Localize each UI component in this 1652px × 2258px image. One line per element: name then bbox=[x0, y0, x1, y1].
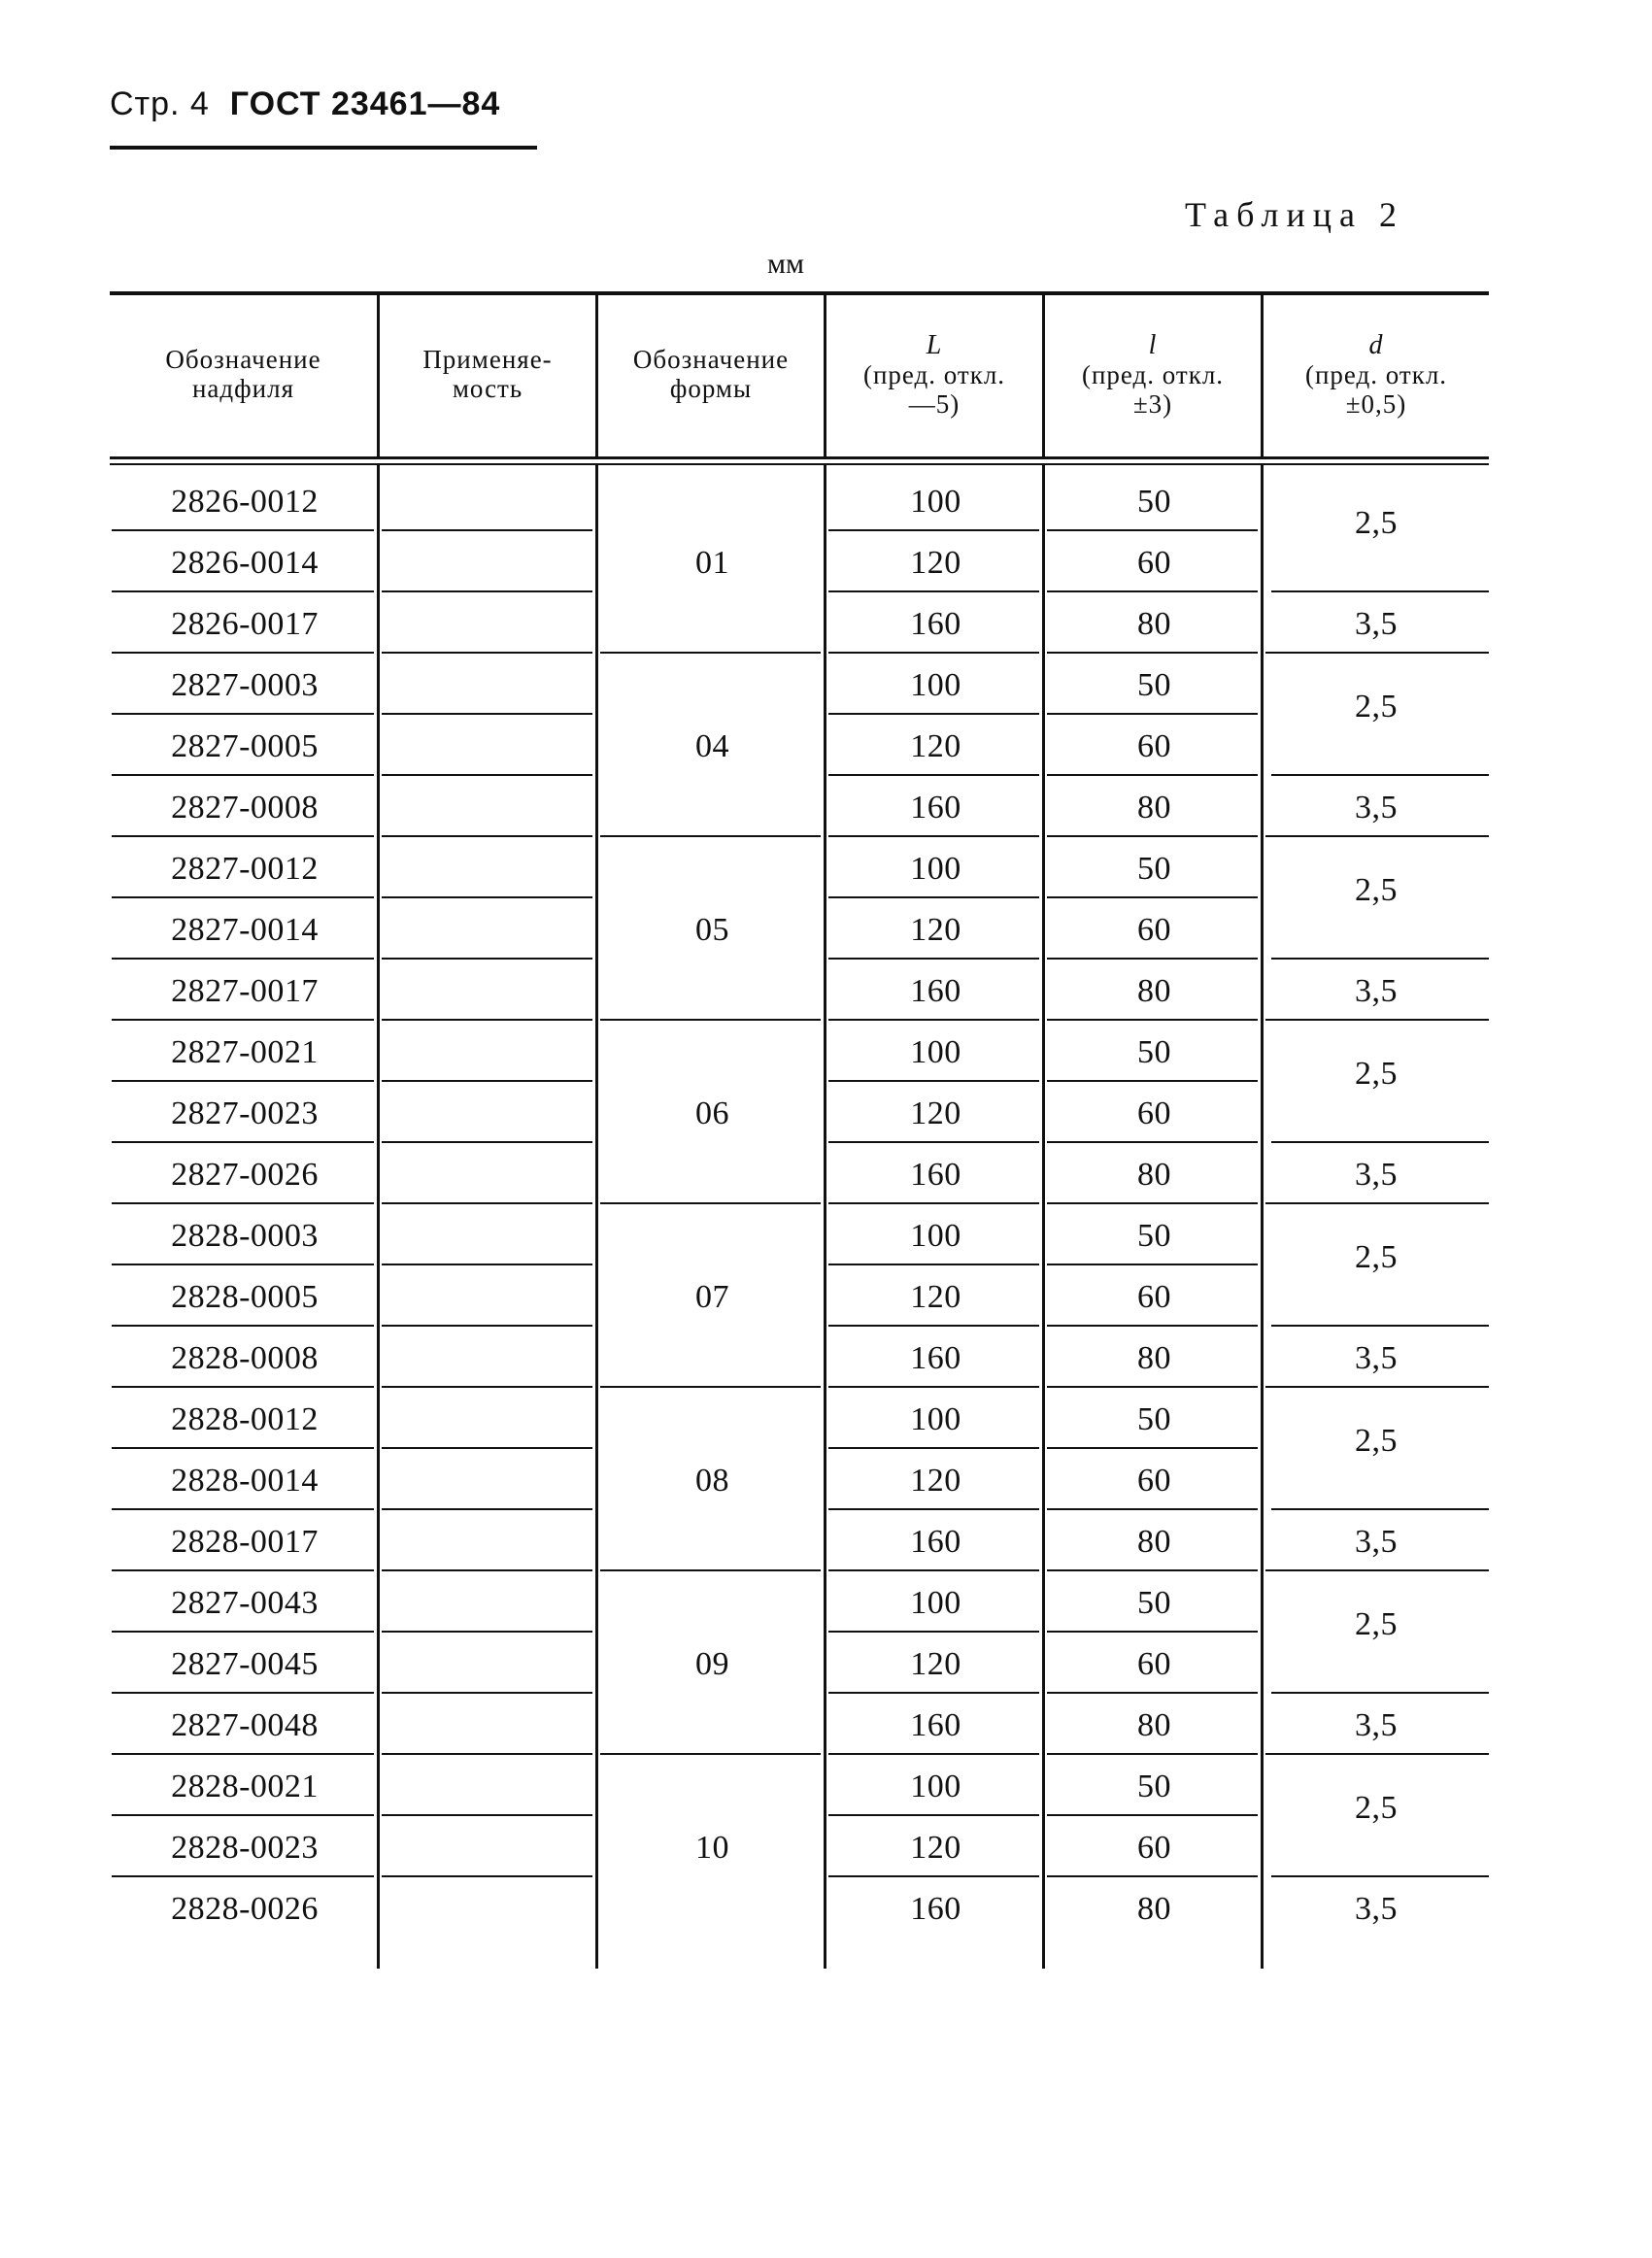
d-cell dval: 3,5 bbox=[1355, 605, 1398, 642]
row-rule bbox=[828, 1631, 1039, 1633]
l-cell: 50 bbox=[1137, 1584, 1171, 1621]
column-divider bbox=[824, 295, 826, 456]
row-rule bbox=[828, 1386, 1039, 1388]
d-rule bbox=[1265, 835, 1489, 837]
L-cell: 160 bbox=[910, 1156, 961, 1193]
form-cell: 05 bbox=[695, 911, 729, 948]
l-cell: 60 bbox=[1137, 1462, 1171, 1499]
L-cell: 120 bbox=[910, 1829, 961, 1866]
header-rule-upper bbox=[110, 456, 1489, 459]
L-cell: 120 bbox=[910, 544, 961, 581]
row-rule bbox=[1047, 958, 1258, 960]
L-cell: 160 bbox=[910, 1339, 961, 1376]
row-rule bbox=[828, 1080, 1039, 1082]
L-cell: 160 bbox=[910, 1890, 961, 1927]
L-cell: 160 bbox=[910, 1706, 961, 1743]
row-rule bbox=[1047, 774, 1258, 776]
row-rule bbox=[828, 1141, 1039, 1143]
d-rule bbox=[1265, 1202, 1489, 1204]
designation-cell: 2828-0005 bbox=[171, 1278, 319, 1315]
row-rule bbox=[382, 958, 592, 960]
row-rule bbox=[112, 1508, 374, 1510]
form-cell: 10 bbox=[695, 1829, 729, 1866]
row-rule bbox=[112, 1386, 374, 1388]
d-cell dval: 3,5 bbox=[1355, 1523, 1398, 1560]
group-rule bbox=[600, 1019, 821, 1021]
row-rule bbox=[382, 1447, 592, 1449]
row-rule bbox=[382, 1875, 592, 1877]
L-cell: 100 bbox=[910, 850, 961, 887]
row-rule bbox=[112, 1264, 374, 1265]
row-rule bbox=[112, 1325, 374, 1327]
row-rule bbox=[828, 1753, 1039, 1755]
d-cell dval: 2,5 bbox=[1355, 1239, 1398, 1275]
standard-number: ГОСТ 23461—84 bbox=[229, 85, 501, 122]
row-rule bbox=[382, 774, 592, 776]
l-cell: 80 bbox=[1137, 1523, 1171, 1560]
form-cell: 04 bbox=[695, 727, 729, 764]
designation-cell: 2827-0014 bbox=[171, 911, 319, 948]
header-rule-lower bbox=[110, 463, 1489, 465]
table-title: Таблица 2 bbox=[1185, 195, 1404, 234]
L-cell: 100 bbox=[910, 1033, 961, 1070]
L-cell: 120 bbox=[910, 1462, 961, 1499]
table-top-rule bbox=[110, 291, 1489, 295]
header-text bbox=[110, 85, 500, 123]
row-rule bbox=[1047, 896, 1258, 898]
d-cell dval: 3,5 bbox=[1355, 1890, 1398, 1927]
d-cell dval: 2,5 bbox=[1355, 872, 1398, 908]
L-cell: 100 bbox=[910, 666, 961, 703]
designation-cell: 2828-0008 bbox=[171, 1339, 319, 1376]
l-cell: 50 bbox=[1137, 850, 1171, 887]
group-rule bbox=[600, 1202, 821, 1204]
d-cell dval: 2,5 bbox=[1355, 689, 1398, 725]
row-rule bbox=[828, 713, 1039, 715]
row-rule bbox=[382, 1386, 592, 1388]
row-rule bbox=[1047, 835, 1258, 837]
row-rule bbox=[112, 713, 374, 715]
d-cell dval: 3,5 bbox=[1355, 1706, 1398, 1743]
row-rule bbox=[382, 1019, 592, 1021]
l-cell: 80 bbox=[1137, 1890, 1171, 1927]
row-rule bbox=[1047, 1692, 1258, 1694]
row-rule bbox=[828, 958, 1039, 960]
row-rule bbox=[382, 1264, 592, 1265]
d-rule bbox=[1271, 1141, 1489, 1143]
l-cell: 50 bbox=[1137, 666, 1171, 703]
designation-cell: 2826-0017 bbox=[171, 605, 319, 642]
row-rule bbox=[1047, 1814, 1258, 1816]
row-rule bbox=[1047, 1264, 1258, 1265]
designation-cell: 2828-0023 bbox=[171, 1829, 319, 1866]
L-cell: 120 bbox=[910, 1645, 961, 1682]
form-cell: 09 bbox=[695, 1645, 729, 1682]
row-rule bbox=[112, 1080, 374, 1082]
l-cell: 80 bbox=[1137, 1156, 1171, 1193]
group-rule bbox=[600, 1569, 821, 1571]
row-rule bbox=[112, 1753, 374, 1755]
row-rule bbox=[112, 1569, 374, 1571]
l-cell: 60 bbox=[1137, 1095, 1171, 1131]
row-rule bbox=[1047, 652, 1258, 654]
row-rule bbox=[1047, 1141, 1258, 1143]
d-rule bbox=[1271, 1508, 1489, 1510]
row-rule bbox=[828, 1875, 1039, 1877]
row-rule bbox=[828, 835, 1039, 837]
row-rule bbox=[112, 896, 374, 898]
row-rule bbox=[1047, 1753, 1258, 1755]
col-header-L: L (пред. откл. —5) bbox=[862, 329, 1006, 419]
row-rule bbox=[828, 1264, 1039, 1265]
form-cell: 06 bbox=[695, 1095, 729, 1131]
d-cell dval: 3,5 bbox=[1355, 789, 1398, 826]
row-rule bbox=[382, 1631, 592, 1633]
l-cell: 50 bbox=[1137, 1033, 1171, 1070]
row-rule bbox=[828, 1814, 1039, 1816]
d-cell dval: 2,5 bbox=[1355, 1423, 1398, 1459]
row-rule bbox=[1047, 1202, 1258, 1204]
d-rule bbox=[1271, 1692, 1489, 1694]
row-rule bbox=[382, 529, 592, 531]
designation-cell: 2827-0017 bbox=[171, 972, 319, 1009]
page-header bbox=[110, 85, 537, 150]
group-rule bbox=[600, 1753, 821, 1755]
l-cell: 50 bbox=[1137, 1217, 1171, 1254]
l-cell: 80 bbox=[1137, 605, 1171, 642]
column-divider bbox=[377, 295, 380, 456]
form-cell: 07 bbox=[695, 1278, 729, 1315]
row-rule bbox=[1047, 713, 1258, 715]
row-rule bbox=[112, 1692, 374, 1694]
group-rule bbox=[600, 652, 821, 654]
form-cell: 01 bbox=[695, 544, 729, 581]
designation-cell: 2827-0008 bbox=[171, 789, 319, 826]
designation-cell: 2827-0026 bbox=[171, 1156, 319, 1193]
group-rule bbox=[600, 835, 821, 837]
d-cell dval: 3,5 bbox=[1355, 1156, 1398, 1193]
row-rule bbox=[1047, 1569, 1258, 1571]
col-header-l: l (пред. откл. ±3) bbox=[1081, 329, 1225, 419]
d-cell dval: 2,5 bbox=[1355, 1606, 1398, 1642]
l-cell: 50 bbox=[1137, 1768, 1171, 1804]
row-rule bbox=[112, 1202, 374, 1204]
l-cell: 80 bbox=[1137, 1706, 1171, 1743]
row-rule bbox=[828, 1508, 1039, 1510]
designation-cell: 2828-0003 bbox=[171, 1217, 319, 1254]
row-rule bbox=[1047, 590, 1258, 592]
l-cell: 60 bbox=[1137, 1278, 1171, 1315]
row-rule bbox=[112, 652, 374, 654]
row-rule bbox=[382, 1325, 592, 1327]
row-rule bbox=[828, 1325, 1039, 1327]
form-cell: 08 bbox=[695, 1462, 729, 1499]
L-cell: 120 bbox=[910, 1095, 961, 1131]
designation-cell: 2828-0026 bbox=[171, 1890, 319, 1927]
row-rule bbox=[112, 1447, 374, 1449]
row-rule bbox=[1047, 1631, 1258, 1633]
l-cell: 80 bbox=[1137, 972, 1171, 1009]
row-rule bbox=[112, 1875, 374, 1877]
page-label: Стр. 4 bbox=[110, 85, 210, 122]
row-rule bbox=[382, 1692, 592, 1694]
column-divider bbox=[1261, 295, 1264, 456]
row-rule bbox=[828, 896, 1039, 898]
row-rule bbox=[828, 1692, 1039, 1694]
row-rule bbox=[382, 896, 592, 898]
d-cell dval: 3,5 bbox=[1355, 972, 1398, 1009]
L-cell: 100 bbox=[910, 1584, 961, 1621]
L-cell: 120 bbox=[910, 727, 961, 764]
d-cell dval: 2,5 bbox=[1355, 505, 1398, 541]
d-rule bbox=[1271, 1875, 1489, 1877]
L-cell: 120 bbox=[910, 1278, 961, 1315]
dimensions-table bbox=[110, 291, 1489, 2001]
column-divider bbox=[1042, 295, 1045, 456]
group-rule bbox=[600, 1386, 821, 1388]
designation-cell: 2827-0023 bbox=[171, 1095, 319, 1131]
l-cell: 50 bbox=[1137, 483, 1171, 520]
row-rule bbox=[382, 1080, 592, 1082]
d-rule bbox=[1265, 1019, 1489, 1021]
row-rule bbox=[1047, 1447, 1258, 1449]
row-rule bbox=[382, 1141, 592, 1143]
designation-cell: 2828-0012 bbox=[171, 1400, 319, 1437]
row-rule bbox=[1047, 1508, 1258, 1510]
column-divider bbox=[595, 295, 598, 456]
L-cell: 100 bbox=[910, 1400, 961, 1437]
row-rule bbox=[1047, 1325, 1258, 1327]
designation-cell: 2827-0048 bbox=[171, 1706, 319, 1743]
designation-cell: 2827-0003 bbox=[171, 666, 319, 703]
d-cell dval: 2,5 bbox=[1355, 1790, 1398, 1826]
designation-cell: 2828-0017 bbox=[171, 1523, 319, 1560]
row-rule bbox=[112, 1019, 374, 1021]
d-rule bbox=[1265, 1753, 1489, 1755]
row-rule bbox=[382, 1569, 592, 1571]
L-cell: 160 bbox=[910, 1523, 961, 1560]
row-rule bbox=[112, 1814, 374, 1816]
row-rule bbox=[382, 590, 592, 592]
row-rule bbox=[1047, 1080, 1258, 1082]
L-cell: 160 bbox=[910, 789, 961, 826]
designation-cell: 2828-0014 bbox=[171, 1462, 319, 1499]
designation-cell: 2827-0021 bbox=[171, 1033, 319, 1070]
designation-cell: 2826-0014 bbox=[171, 544, 319, 581]
L-cell: 120 bbox=[910, 911, 961, 948]
row-rule bbox=[828, 1019, 1039, 1021]
row-rule bbox=[1047, 1875, 1258, 1877]
row-rule bbox=[112, 774, 374, 776]
L-cell: 100 bbox=[910, 1217, 961, 1254]
l-cell: 80 bbox=[1137, 789, 1171, 826]
designation-cell: 2827-0005 bbox=[171, 727, 319, 764]
d-rule bbox=[1265, 652, 1489, 654]
l-cell: 80 bbox=[1137, 1339, 1171, 1376]
col-header-d: d (пред. откл. ±0,5) bbox=[1304, 329, 1448, 419]
row-rule bbox=[112, 958, 374, 960]
row-rule bbox=[1047, 529, 1258, 531]
row-rule bbox=[382, 835, 592, 837]
d-cell dval: 3,5 bbox=[1355, 1339, 1398, 1376]
designation-cell: 2827-0045 bbox=[171, 1645, 319, 1682]
row-rule bbox=[382, 652, 592, 654]
row-rule bbox=[828, 774, 1039, 776]
row-rule bbox=[382, 1508, 592, 1510]
designation-cell: 2827-0043 bbox=[171, 1584, 319, 1621]
row-rule bbox=[112, 1631, 374, 1633]
L-cell: 160 bbox=[910, 972, 961, 1009]
col-header-applicability: Применяе- мость bbox=[422, 345, 553, 403]
units-label: мм bbox=[767, 248, 804, 280]
row-rule bbox=[382, 1202, 592, 1204]
designation-cell: 2826-0012 bbox=[171, 483, 319, 520]
d-rule bbox=[1271, 958, 1489, 960]
row-rule bbox=[112, 529, 374, 531]
row-rule bbox=[828, 1447, 1039, 1449]
row-rule bbox=[828, 590, 1039, 592]
d-rule bbox=[1265, 1386, 1489, 1388]
d-cell dval: 2,5 bbox=[1355, 1056, 1398, 1092]
l-cell: 60 bbox=[1137, 1645, 1171, 1682]
row-rule bbox=[828, 1202, 1039, 1204]
row-rule bbox=[112, 835, 374, 837]
l-cell: 60 bbox=[1137, 1829, 1171, 1866]
L-cell: 100 bbox=[910, 483, 961, 520]
row-rule bbox=[1047, 1019, 1258, 1021]
d-rule bbox=[1271, 590, 1489, 592]
L-cell: 160 bbox=[910, 605, 961, 642]
l-cell: 50 bbox=[1137, 1400, 1171, 1437]
row-rule bbox=[828, 529, 1039, 531]
l-cell: 60 bbox=[1137, 544, 1171, 581]
row-rule bbox=[828, 1569, 1039, 1571]
row-rule bbox=[828, 652, 1039, 654]
row-rule bbox=[112, 590, 374, 592]
designation-cell: 2828-0021 bbox=[171, 1768, 319, 1804]
col-header-designation: Обозначение надфиля bbox=[165, 345, 321, 403]
d-rule bbox=[1271, 774, 1489, 776]
row-rule bbox=[1047, 1386, 1258, 1388]
col-header-form: Обозначение формы bbox=[632, 345, 790, 403]
d-rule bbox=[1265, 1569, 1489, 1571]
row-rule bbox=[112, 1141, 374, 1143]
designation-cell: 2827-0012 bbox=[171, 850, 319, 887]
row-rule bbox=[382, 1814, 592, 1816]
L-cell: 100 bbox=[910, 1768, 961, 1804]
d-rule bbox=[1271, 1325, 1489, 1327]
row-rule bbox=[382, 713, 592, 715]
row-rule bbox=[382, 1753, 592, 1755]
l-cell: 60 bbox=[1137, 727, 1171, 764]
l-cell: 60 bbox=[1137, 911, 1171, 948]
